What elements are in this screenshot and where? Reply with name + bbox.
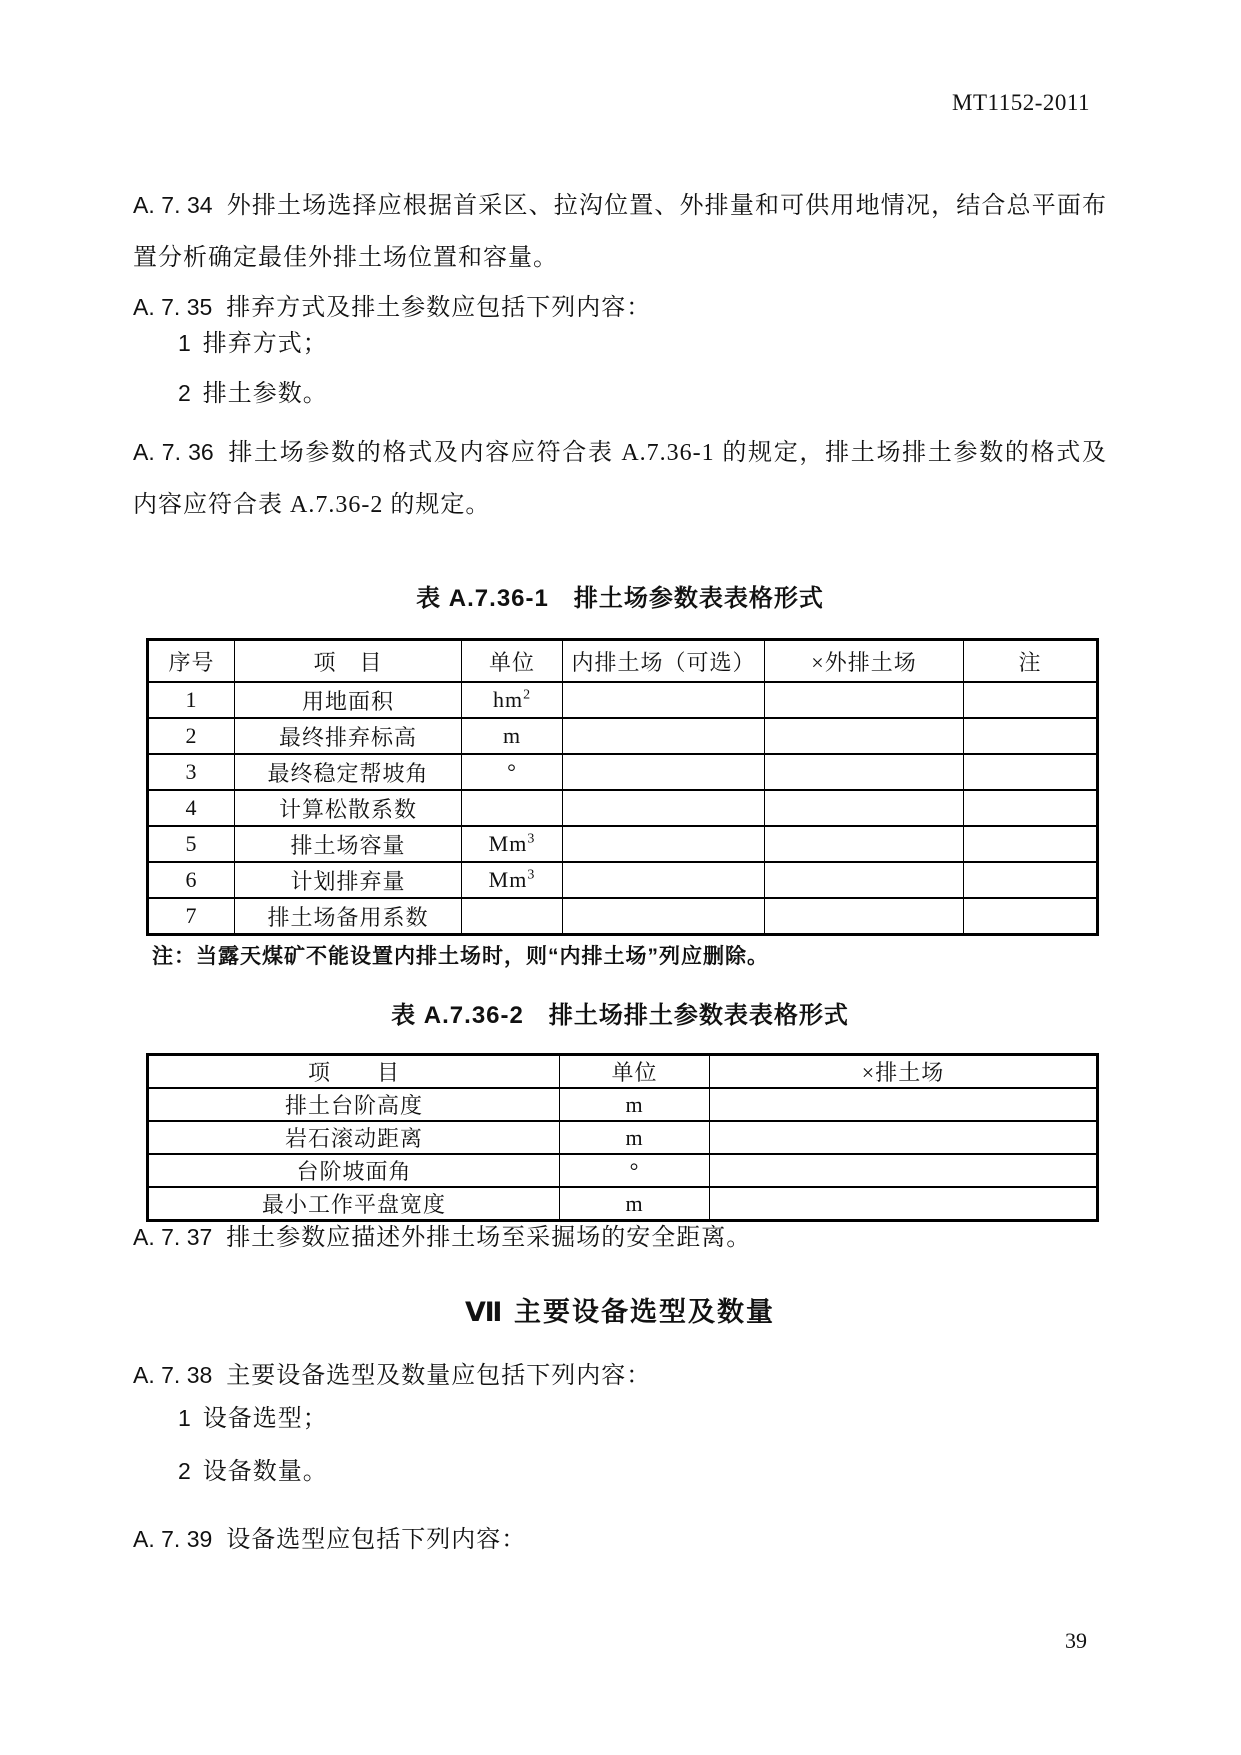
table-row [148,682,1098,718]
clause-label: A. 7. 36 [133,439,214,465]
unit-exponent: 2 [523,687,532,703]
cell-inner-dump [563,754,765,790]
dump-site-parameters-table [146,638,1099,936]
cell-item: 最终稳定帮坡角 [235,754,462,790]
cell-note [964,826,1098,862]
cell-unit: m [560,1088,710,1121]
clause-label: A. 7. 39 [133,1526,213,1552]
table-row [148,1088,1098,1121]
unit-exponent: 3 [527,831,536,847]
table-row [148,826,1098,862]
table-header-row [148,1055,1098,1089]
unit-base: m [502,723,522,748]
table-row [148,718,1098,754]
clause-text: 排土场参数的格式及内容应符合表 A.7.36-1 的规定，排土场排土参数的格式及内容应符合表 A.7.36-2 的规定。 [133,440,1107,518]
cell-no: 5 [148,826,235,862]
item-text: 排弃方式； [202,331,328,357]
cell-item: 岩石滚动距离 [148,1121,560,1154]
col-header-no: 序号 [148,640,235,683]
cell-no: 2 [148,718,235,754]
col-header-outer-dump: ×外排土场 [765,640,964,683]
cell-outer-dump [765,682,964,718]
item-number: 2 [178,380,191,406]
clause-text: 主要设备选型及数量应包括下列内容： [226,1363,652,1389]
clause-text: 外排土场选择应根据首采区、拉沟位置、外排量和可供用地情况，结合总平面布置分析确定最佳外排土场位置和容量。 [133,193,1108,271]
col-header-note: 注 [964,640,1098,683]
cell-item: 计算松散系数 [235,790,462,826]
item-number: 2 [178,1458,191,1484]
document-number: MT1152-2011 [952,90,1090,115]
table-row [148,790,1098,826]
unit-base: Mm [488,867,528,892]
cell-note [964,862,1098,898]
cell-inner-dump [563,718,765,754]
list-item [178,1454,1107,1489]
col-header-item: 项 目 [148,1055,560,1089]
cell-no: 4 [148,790,235,826]
cell-outer-dump [765,790,964,826]
table-row [148,898,1098,935]
cell-outer-dump [765,718,964,754]
clause-text: 设备选型应包括下列内容： [226,1527,527,1553]
unit-base: Mm [488,831,528,856]
cell-note [964,790,1098,826]
cell-no: 6 [148,862,235,898]
item-text: 设备选型； [202,1406,328,1432]
cell-outer-dump [765,898,964,935]
cell-item: 台阶坡面角 [148,1154,560,1187]
page-number: 39 [1065,1628,1087,1653]
cell-item: 最终排弃标高 [235,718,462,754]
cell-unit [462,718,563,754]
clause-label: A. 7. 35 [133,294,213,320]
clause-a739 [133,1513,1107,1566]
cell-unit [462,826,563,862]
cell-inner-dump [563,682,765,718]
unit-exponent: 3 [527,867,536,883]
cell-note [964,682,1098,718]
cell-inner-dump [563,898,765,935]
cell-no: 1 [148,682,235,718]
cell-unit: m [560,1187,710,1221]
cell-item: 最小工作平盘宽度 [148,1187,560,1221]
item-number: 1 [178,1405,191,1431]
cell-dump [710,1088,1098,1121]
item-text: 排土参数。 [202,381,328,407]
cell-item: 计划排弃量 [235,862,462,898]
cell-inner-dump [563,862,765,898]
cell-item: 用地面积 [235,682,462,718]
cell-outer-dump [765,826,964,862]
table-row [148,754,1098,790]
list-item [178,1401,1107,1436]
cell-note [964,754,1098,790]
table-header-row [148,640,1098,683]
clause-label: A. 7. 38 [133,1362,213,1388]
cell-unit [462,682,563,718]
table-row [148,1154,1098,1187]
table1-caption: 表 A.7.36-1 排土场参数表表格形式 [416,585,824,612]
clause-a736 [133,426,1107,531]
col-header-unit: 单位 [462,640,563,683]
cell-outer-dump [765,754,964,790]
cell-dump [710,1154,1098,1187]
clause-text: 排土参数应描述外排土场至采掘场的安全距离。 [226,1225,752,1251]
item-text: 设备数量。 [202,1459,328,1485]
clause-a734 [133,179,1107,284]
col-header-item: 项 目 [235,640,462,683]
unit-base: ° [507,759,517,784]
cell-inner-dump [563,826,765,862]
clause-label: A. 7. 34 [133,192,213,218]
clause-text: 排弃方式及排土参数应包括下列内容： [226,295,652,321]
cell-item: 排土场容量 [235,826,462,862]
cell-unit: ° [560,1154,710,1187]
table2-caption: 表 A.7.36-2 排土场排土参数表表格形式 [391,1002,849,1029]
cell-unit [462,790,563,826]
cell-unit [462,754,563,790]
dumping-parameters-table [146,1053,1099,1222]
item-number: 1 [178,330,191,356]
list-item [178,376,1107,411]
cell-note [964,718,1098,754]
col-header-dump: ×排土场 [710,1055,1098,1089]
col-header-unit: 单位 [560,1055,710,1089]
cell-dump [710,1121,1098,1154]
clause-a738 [133,1349,1107,1402]
cell-unit [462,862,563,898]
table-row [148,862,1098,898]
cell-outer-dump [765,862,964,898]
cell-no: 7 [148,898,235,935]
cell-unit: m [560,1121,710,1154]
cell-note [964,898,1098,935]
section-heading: Ⅶ 主要设备选型及数量 [465,1297,775,1327]
list-item [178,326,1107,361]
cell-inner-dump [563,790,765,826]
cell-unit [462,898,563,935]
cell-item: 排土场备用系数 [235,898,462,935]
table-row [148,1121,1098,1154]
table1-note: 注：当露天煤矿不能设置内排土场时，则“内排土场”列应删除。 [152,945,769,968]
clause-a737 [133,1211,1107,1264]
cell-item: 排土台阶高度 [148,1088,560,1121]
clause-label: A. 7. 37 [133,1224,213,1250]
cell-no: 3 [148,754,235,790]
unit-base: hm [492,687,524,712]
col-header-inner-dump: 内排土场（可选） [563,640,765,683]
